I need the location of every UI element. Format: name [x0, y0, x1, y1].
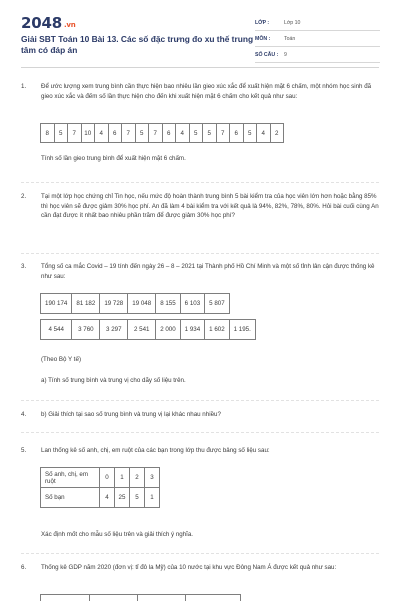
table-row [41, 294, 256, 314]
table-cell: 19 048 [128, 294, 156, 314]
header-divider [21, 67, 379, 68]
table-cell: 4 544 [41, 320, 72, 340]
question-5: 5. Lan thống kê số anh, chị, em ruột của các bạn trong lớp thu được bảng số liệu sau: [21, 447, 270, 454]
question-1-task: Tính số lần gieo trung bình để xuất hiện mặt 6 chấm. [41, 155, 186, 162]
table-cell: 6 [108, 124, 122, 143]
table-cell: 2 [130, 468, 145, 488]
document-title: Giải SBT Toán 10 Bài 13. Các số đặc trưng đo xu thế trung tâm có đáp án [21, 34, 254, 55]
question-divider [21, 182, 379, 183]
table-cell: 5 [130, 488, 145, 508]
table-cell: 5 [243, 124, 257, 143]
table-cell [229, 294, 255, 314]
question-divider [21, 432, 379, 433]
table-cell: 6 [230, 124, 244, 143]
table-cell: 4 [95, 124, 109, 143]
table-cell: 5 [54, 124, 68, 143]
table-cell: 1 602 [205, 320, 229, 340]
meta-box [255, 15, 380, 63]
covid-cases-table [40, 293, 256, 340]
table-cell: 3 [145, 468, 160, 488]
table-cell: 7 [216, 124, 230, 143]
site-logo[interactable]: 2048 .vn [21, 14, 76, 32]
meta-row-count: SỐ CÂU : 9 [255, 47, 380, 63]
table-cell: 8 155 [156, 294, 180, 314]
table-cell: 1 934 [180, 320, 204, 340]
table-cell: 81 182 [72, 294, 100, 314]
table-cell: 5 [203, 124, 217, 143]
question-3: 3. Tổng số ca mắc Covid – 19 tính đến ngày 26 – 8 – 2021 tại Thành phố Hồ Chí Minh và một số tỉnh lân cận được thống kê như sau: [21, 263, 375, 280]
table-cell: 4 [100, 488, 115, 508]
table-row [41, 488, 160, 508]
table-cell: 3 297 [100, 320, 128, 340]
table-cell: 5 [189, 124, 203, 143]
question-divider [21, 400, 379, 401]
table-cell: 3 760 [72, 320, 100, 340]
table-cell: 5 807 [205, 294, 229, 314]
table-cell: 1 [115, 468, 130, 488]
table-cell: 19 728 [100, 294, 128, 314]
table-cell: 10 [81, 124, 95, 143]
dice-roll-table [40, 123, 284, 143]
question-6: 6. Thống kê GDP năm 2020 (đơn vị: tỉ đô la Mỹ) của 10 nước tại khu vực Đông Nam Á được kết quả như sau: [21, 564, 337, 571]
question-1: 1. Để ước lượng xem trung bình cần thực hiện bao nhiêu lần gieo xúc xắc để xuất hiện mặt 6 chấm, một nhóm học sinh đã gieo xúc xắc và đếm số lần thực hiện cho đến khi xuất hiện mặt 6 chấm cho kết quả như sau: [21, 83, 372, 100]
table-cell: 6 [162, 124, 176, 143]
question-3-task: a) Tính số trung bình và trung vị cho dãy số liệu trên. [41, 377, 186, 384]
table-cell: 1 [145, 488, 160, 508]
table-cell: 7 [122, 124, 136, 143]
table-row [41, 468, 160, 488]
table-cell: 2 000 [156, 320, 180, 340]
meta-row-subject: MÔN : Toán [255, 31, 380, 47]
table-cell: 4 [257, 124, 271, 143]
table-cell: 1 195. [229, 320, 255, 340]
question-divider [21, 253, 379, 254]
question-2: 2. Tại một lớp học chứng chỉ Tin học, nếu mức độ hoàn thành trung bình 5 bài kiểm tra của học viên lớn hơn hoặc bằng 85% thì học viên sẽ được giảm 30% học phí. An đã làm 4 bài kiểm tra với kết quả là 94%, 82%, 78%, 80%. Hỏi bài cuối cùng An cần đạt được ít nhất bao nhiêu phần trăm để được giảm 30% học phí? [21, 193, 379, 220]
question-4: 4. b) Giải thích tại sao số trung bình và trung vị lại khác nhau nhiều? [21, 411, 221, 418]
table-cell: 8 [41, 124, 55, 143]
table-cell: 7 [149, 124, 163, 143]
table-row-header: Số anh, chị, em ruột [41, 468, 100, 488]
table-cell: 0 [100, 468, 115, 488]
meta-row-grade: LỚP : Lớp 10 [255, 15, 380, 31]
table-row [41, 124, 284, 143]
question-divider [21, 553, 379, 554]
table-row [41, 320, 256, 340]
table-cell: 7 [68, 124, 82, 143]
table-cell: 4 [176, 124, 190, 143]
siblings-table [40, 467, 160, 508]
table-row-header: Số bạn [41, 488, 100, 508]
table-cell: 5 [135, 124, 149, 143]
question-5-task: Xác định mốt cho mẫu số liệu trên và giải thích ý nghĩa. [41, 531, 194, 538]
table-cell: 190 174 [41, 294, 72, 314]
table-cell: 25 [115, 488, 130, 508]
table-cell: 2 541 [128, 320, 156, 340]
question-3-source: (Theo Bộ Y tế) [41, 356, 82, 363]
table-cell: 2 [270, 124, 284, 143]
table-cell: 6 103 [180, 294, 204, 314]
